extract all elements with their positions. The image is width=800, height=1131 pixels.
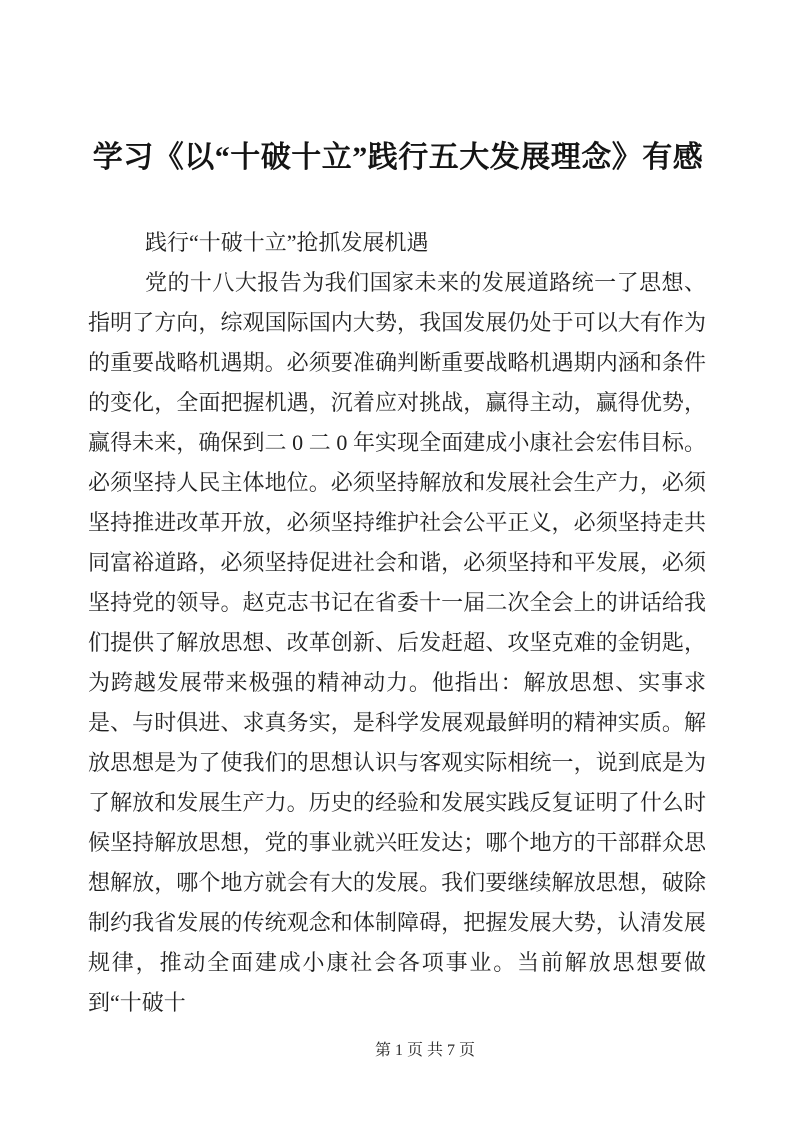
document-body [88, 223, 706, 1023]
document-title: 学习《以“十破十立”践行五大发展理念》有感 [92, 141, 704, 174]
paragraph-subheading: 践行“十破十立”抢抓发展机遇 [145, 230, 429, 255]
paragraph-body: 党的十八大报告为我们国家未来的发展道路统一了思想、指明了方向，综观国际国内大势，我国发展仍处于可以大有作为的重要战略机遇期。必须要准确判断重要战略机遇期内涵和条件的变化，全面把握机遇，沉着应对挑战，赢得主动，赢得优势，赢得未来，确保到二 0 二 0 年实现全面建成小康社会宏伟目标。必须坚持人民主体地位。必须坚持解放和发展社会生产力，必须坚持推进改革开放，必须坚持维护社会公平正义，必须坚持走共同富裕道路，必须坚持促进社会和谐，必须坚持和平发展，必须坚持党的领导。赵克志书记在省委十一届二次全会上的讲话给我们提供了解放思想、改革创新、后发赶超、攻坚克难的金钥匙，为跨越发展带来极强的精神动力。他指出：解放思想、实事求是、与时俱进、求真务实，是科学发展观最鲜明的精神实质。解放思想是为了使我们的思想认识与客观实际相统一，说到底是为了解放和发展生产力。历史的经验和发展实践反复证明了什么时候坚持解放思想，党的事业就兴旺发达；哪个地方的干部群众思想解放，哪个地方就会有大的发展。我们要继续解放思想，破除制约我省发展的传统观念和体制障碍，把握发展大势，认清发展规律，推动全面建成小康社会各项事业。当前解放思想要做到“十破十 [88, 270, 706, 1015]
page-footer [116, 1040, 734, 1062]
page-number-label: 第 1 页 共 7 页 [374, 1042, 475, 1059]
